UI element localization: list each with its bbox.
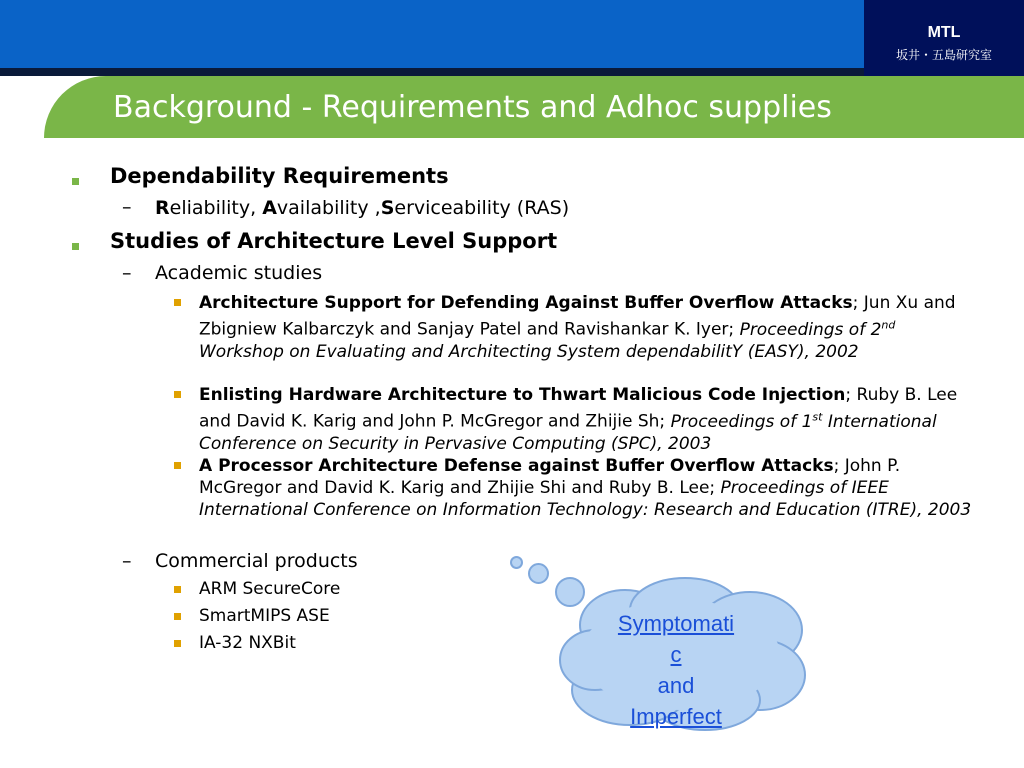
square-bullet-icon [174, 613, 181, 620]
thought-bubble-small [510, 556, 523, 569]
header-bar [0, 0, 864, 68]
product-item: SmartMIPS ASE [199, 606, 330, 626]
logo-title: MTL [927, 24, 961, 41]
dash-bullet-icon: – [122, 196, 132, 218]
thought-bubble-medium [528, 563, 549, 584]
square-bullet-icon [174, 462, 181, 469]
square-bullet-icon [174, 586, 181, 593]
square-bullet-icon [174, 640, 181, 647]
cloud-line: Symptomati [617, 611, 735, 636]
cloud-line: c [670, 642, 682, 667]
paper-1: Architecture Support for Defending Against Buffer Overflow Attacks; Jun Xu and Zbigniew Kalbarczyk and Sanjay Patel and Ravishankar K. Iyer; Proceedings of 2nd Workshop on Evaluating and Architecting System dependabilitY (EASY), 2002 [199, 293, 956, 362]
paper-2: Enlisting Hardware Architecture to Thwart Malicious Code Injection; Ruby B. Lee and David K. Karig and John P. McGregor and Zhijie Sh; Proceedings of 1st International Conference on Security in Pervasive Computing (SPC), 2003 [199, 385, 958, 454]
logo-subtitle: 坂井・五島研究室 [895, 48, 992, 62]
cloud-line: and [657, 673, 695, 698]
square-bullet-icon [72, 178, 79, 185]
square-bullet-icon [72, 243, 79, 250]
square-bullet-icon [174, 391, 181, 398]
paper-3: A Processor Architecture Defense against Buffer Overflow Attacks; John P. McGregor and David K. Karig and Zhijie Shi and Ruby B. Lee; Proceedings of IEEE International Conference on Information Technology: Research and Education (ITRE), 2003 [199, 456, 972, 520]
dash-bullet-icon: – [122, 550, 132, 572]
bullet-studies: Studies of Architecture Level Support [110, 229, 558, 253]
bullet-academic: Academic studies [155, 262, 323, 284]
cloud-line: Imperfect [630, 704, 722, 729]
product-item: ARM SecureCore [199, 579, 341, 599]
product-item: IA-32 NXBit [199, 633, 296, 653]
dash-bullet-icon: – [122, 262, 132, 284]
lab-logo [864, 0, 1024, 76]
bullet-dependability: Dependability Requirements [110, 164, 449, 188]
bullet-commercial: Commercial products [155, 550, 358, 572]
bullet-ras: Reliability, Availability ,Serviceability (RAS) [155, 197, 570, 219]
slide-title: Background - Requirements and Adhoc supplies [113, 90, 832, 125]
cloud-text [596, 608, 756, 732]
square-bullet-icon [174, 299, 181, 306]
